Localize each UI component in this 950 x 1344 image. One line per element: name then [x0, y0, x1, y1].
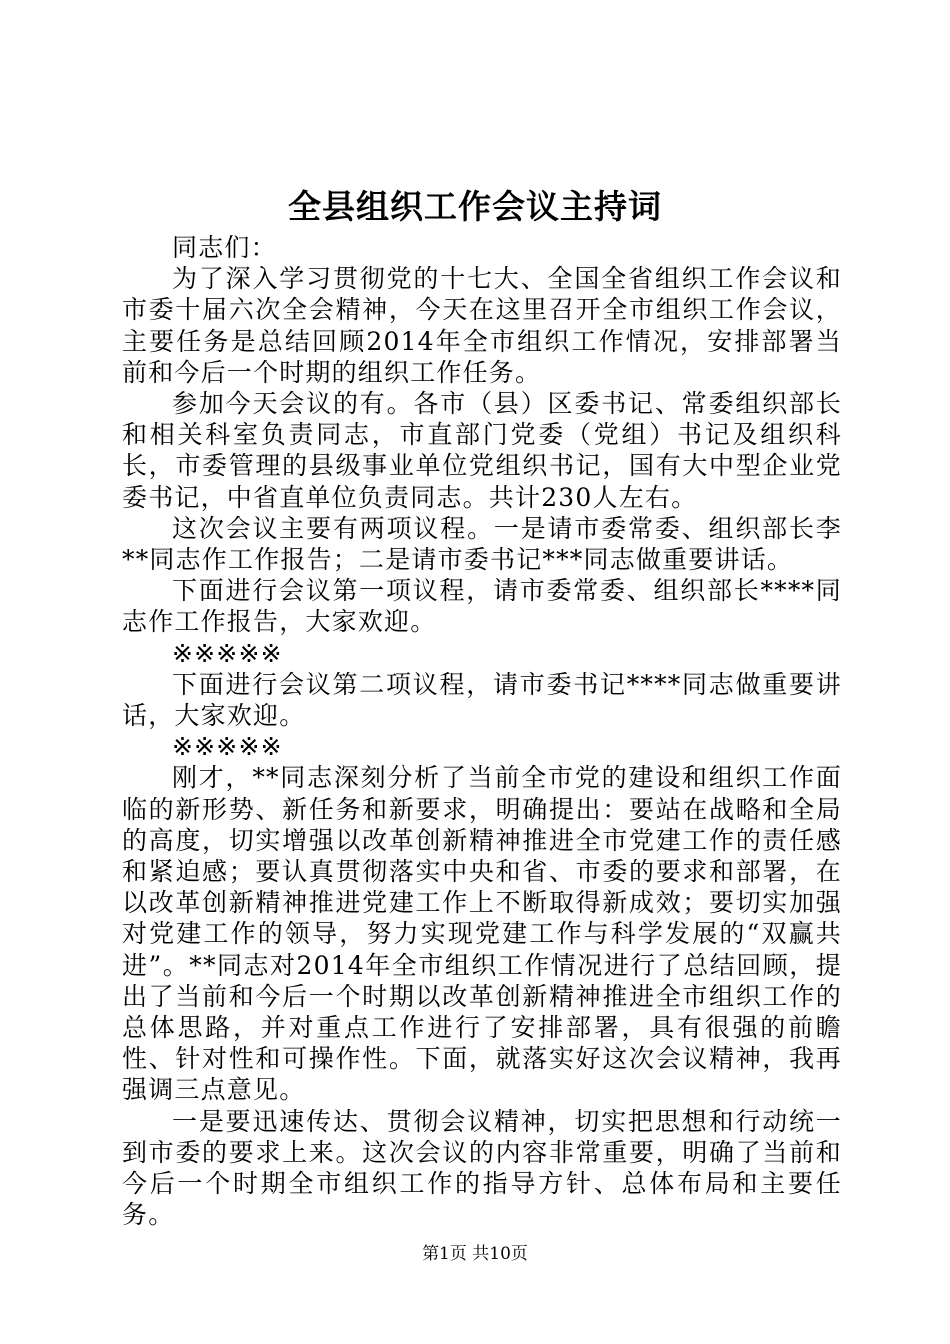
paragraph-separator: ※※※※※: [172, 638, 283, 668]
paragraph-second-item: 下面进行会议第二项议程，请市委书记****同志做重要讲话，大家欢迎。: [122, 669, 842, 731]
paragraph-agenda: 这次会议主要有两项议程。一是请市委常委、组织部长李**同志作工作报告；二是请市委书记***同志做重要讲话。: [122, 513, 842, 575]
paragraph-point-one: 一是要迅速传达、贯彻会议精神，切实把思想和行动统一到市委的要求上来。这次会议的内容非常重要，明确了当前和今后一个时期全市组织工作的指导方针、总体布局和主要任务。: [122, 1106, 842, 1230]
document-body: [122, 232, 842, 1231]
paragraph-attendees: 参加今天会议的有。各市（县）区委书记、常委组织部长和相关科室负责同志，市直部门党委（党组）书记及组织科长，市委管理的县级事业单位党组织书记，国有大中型企业党委书记，中省直单位负责同志。共计230人左右。: [122, 389, 842, 512]
paragraph-purpose: 为了深入学习贯彻党的十七大、全国全省组织工作会议和市委十届六次全会精神，今天在这里召开全市组织工作会议，主要任务是总结回顾2014年全市组织工作情况，安排部署当前和今后一个时期的组织工作任务。: [122, 264, 842, 387]
paragraph-first-item: 下面进行会议第一项议程，请市委常委、组织部长****同志作工作报告，大家欢迎。: [122, 576, 842, 637]
paragraph-separator: ※※※※※: [172, 732, 283, 762]
document-title: 全县组织工作会议主持词: [288, 187, 662, 226]
page-footer: 第1页 共10页: [422, 1244, 528, 1264]
paragraph-summary: 刚才，**同志深刻分析了当前全市党的建设和组织工作面临的新形势、新任务和新要求，明确提出：要站在战略和全局的高度，切实增强以改革创新精神推进全市党建工作的责任感和紧迫感；要认真贯彻落实中央和省、市委的要求和部署，在以改革创新精神推进党建工作上不断取得新成效；要切实加强对党建工作的领导，努力实现党建工作与科学发展的“双赢共进”。**同志对2014年全市组织工作情况进行了总结回顾，提出了当前和今后一个时期以改革创新精神推进全市组织工作的总体思路，并对重点工作进行了安排部署，具有很强的前瞻性、针对性和可操作性。下面，就落实好这次会议精神，我再强调三点意见。: [122, 763, 842, 1105]
paragraph-salutation: 同志们：: [172, 233, 277, 262]
